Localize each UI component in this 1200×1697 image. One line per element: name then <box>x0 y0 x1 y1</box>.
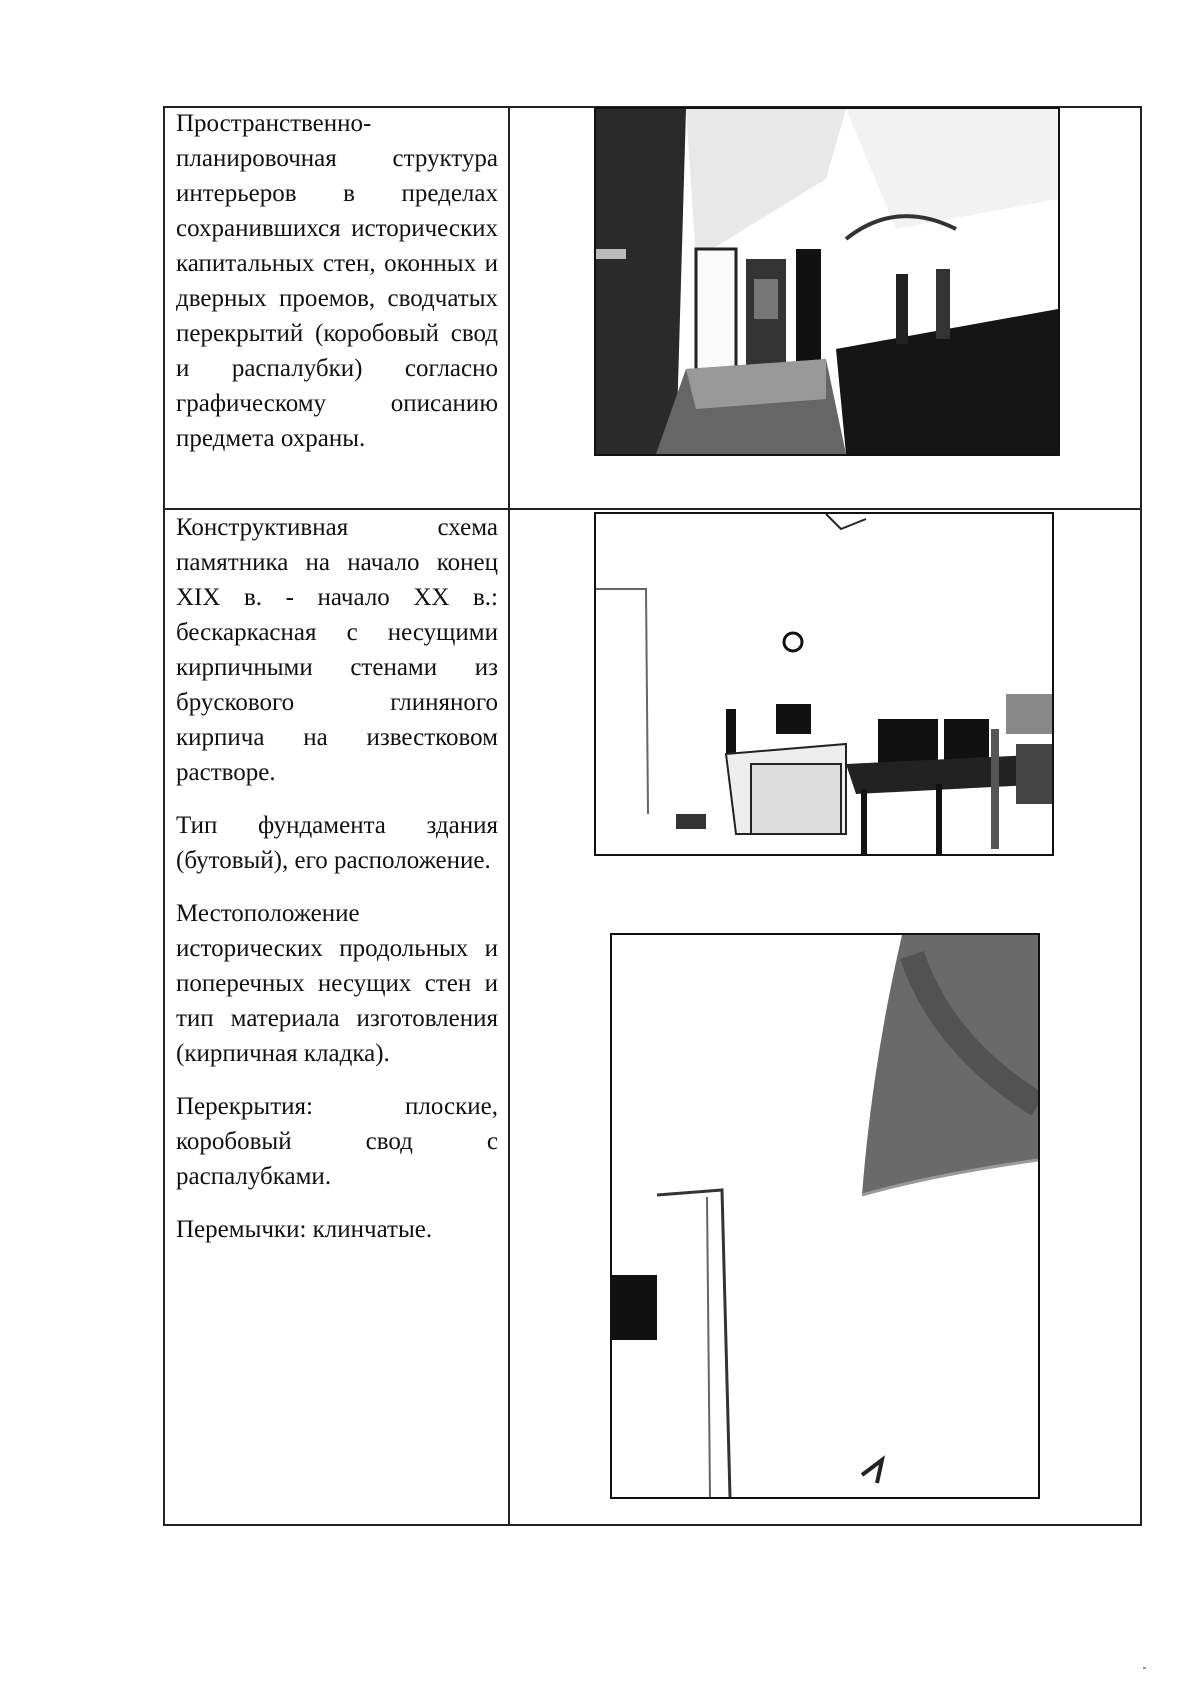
row2-description <box>176 510 498 1265</box>
corridor-illustration <box>596 109 1058 454</box>
row1-description <box>176 106 498 474</box>
photo-corridor <box>594 107 1060 456</box>
computer-room-illustration <box>596 514 1052 854</box>
row2-paragraph-1: Конструктивная схема памятника на начало конец XIX в. - начало XX в.: бескаркасная с несущими кирпичными стенами из брускового глиняного кирпича на известковом растворе. <box>176 514 498 786</box>
row2-paragraph-2: Тип фундамента здания (бутовый), его расположение. <box>176 812 498 874</box>
row2-paragraph-5: Перемычки: клинчатые. <box>176 1216 433 1243</box>
row1-paragraph-1: Пространственно-планировочная структура интерьеров в пределах сохранившихся исторических капитальных стен, оконных и дверных проемов, сводчатых перекрытий (коробовый свод и распалубки) согласно графическому описанию предмета охраны. <box>176 110 498 452</box>
vault-illustration <box>612 935 1038 1497</box>
table-border-right <box>1140 106 1142 1526</box>
photo-computer-room <box>594 512 1054 856</box>
scan-speck <box>1143 1667 1146 1669</box>
row2-paragraph-3: Местоположение исторических продольных и поперечных несущих стен и тип материала изготовления (кирпичная кладка). <box>176 900 498 1067</box>
table-border-left <box>163 106 165 1526</box>
table-border-middle <box>508 106 510 1526</box>
row2-paragraph-4: Перекрытия: плоские, коробовый свод с распалубками. <box>176 1093 498 1190</box>
photo-vault <box>610 933 1040 1499</box>
table-border-bottom <box>163 1524 1142 1526</box>
